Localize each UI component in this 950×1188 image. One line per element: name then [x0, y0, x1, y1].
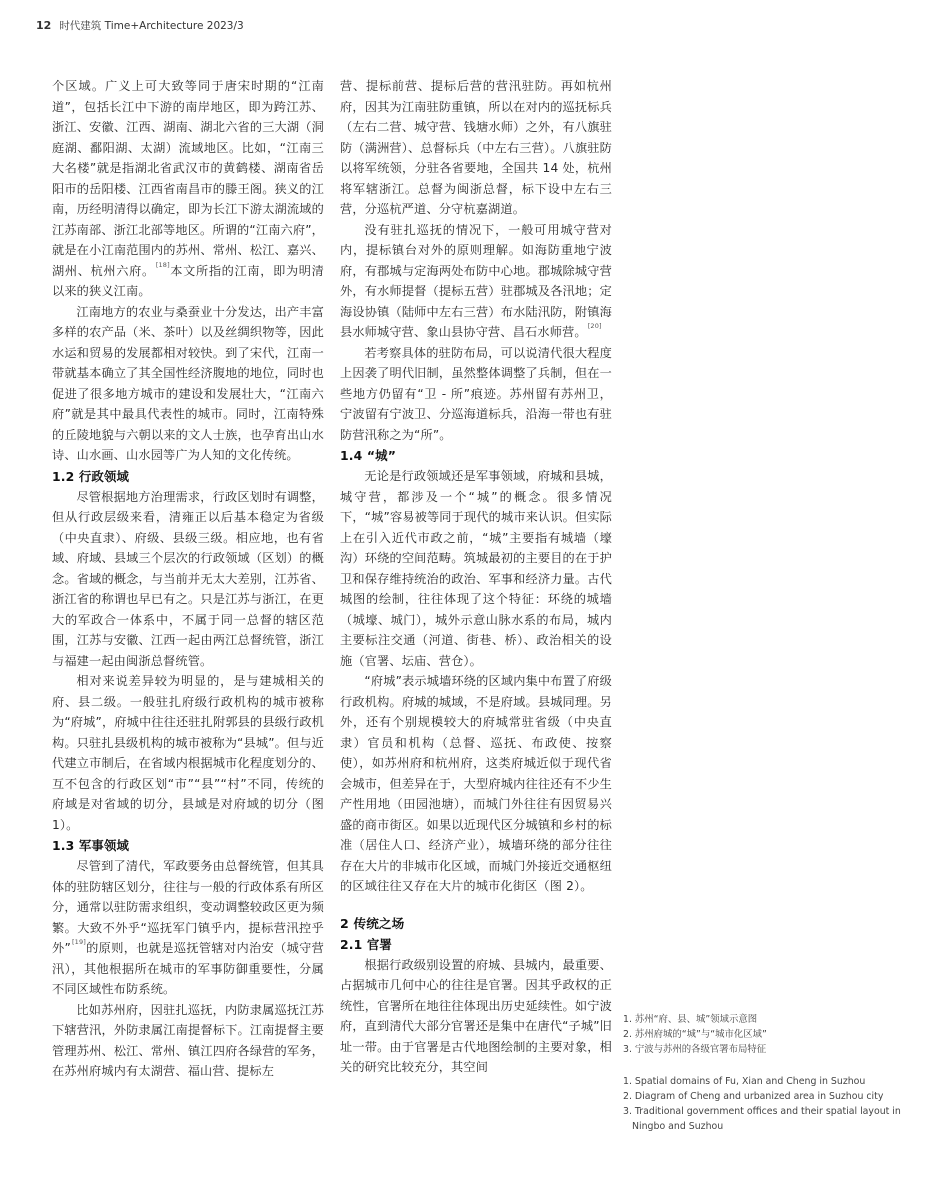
paragraph: 比如苏州府，因驻扎巡抚，内防隶属巡抚江苏下辖营汛，外防隶属江南提督标下。江南提督主要管理苏州、松江、常州、镇江四府各绿营的军务，在苏州府城内有太湖营、福山营、提标左: [52, 1002, 324, 1078]
chapter-heading: 2 传统之场: [340, 915, 405, 931]
page-number: 12: [36, 19, 52, 32]
section-heading: 2.1 官署: [340, 936, 392, 952]
reference-marker: [19]: [72, 938, 86, 946]
paragraph: 根据行政级别设置的府城、县城内，最重要、占据城市几何中心的往往是官署。因其乎政权的正统性，官署所在地往往体现出历史延续性。如宁波府，直到清代大部分官署还是集中在唐代“子城”旧址一带。由于官署是古代地图绘制的主要对象，相关的研究比较充分，其空间: [340, 957, 613, 1074]
paragraph: 若考察具体的驻防布局，可以说清代很大程度上因袭了明代旧制，虽然整体调整了兵制，但在一些地方仍留有“卫 - 所”痕迹。苏州留有苏州卫，宁波留有宁波卫、分巡海道标兵，沿海一带也有驻防营汛称之为“所”。: [340, 345, 612, 442]
paragraph: “府城”表示城墙环绕的区域内集中布置了府级行政机构。府城的城域，不是府域。县城同理。另外，还有个别规模较大的府城常驻省级（中央直隶）官员和机构（总督、巡抚、布政使、按察使），如苏州府和杭州府，这类府城近似于现代省会城市，但差异在于，大型府城内往往还有不少生产性用地（田园池塘），而城门外往往有因贸易兴盛的商市街区。如果以近现代区分城镇和乡村的标准（居住人口、经济产业），城墙环绕的部分往往存在大片的非城市化区域，而城门外接近交通枢纽的区域往往又存在大片的城市化街区（图 2）。: [340, 674, 612, 893]
captions-chinese: [623, 1012, 923, 1058]
reference-marker: [20]: [587, 322, 602, 330]
paragraph: 尽管到了清代，军政要务由总督统管，但其具体的驻防辖区划分，往往与一般的行政体系有所区分，通常以驻防需求组织，变动调整较政区更为频繁。大致不外乎“巡抚军门镇乎内，提标营汛控乎外”[19]的原则，也就是巡抚管辖对内治安（城守营汛），其他根据所在城市的军事防御重要性，分属不同区域性布防系统。: [52, 859, 324, 996]
paragraph: 没有驻扎巡抚的情况下，一般可用城守营对内，提标镇台对外的原则理解。如海防重地宁波府，有郡城与定海两处布防中心地。郡城除城守营外，有水师提督（提标五营）驻郡城及各汛地；定海设协镇（陆师中左右三营）布水陆汛防，附镇海县水师城守营、象山县协守营、昌石水师营。[20]: [340, 222, 612, 339]
caption-cn: 3. 宁波与苏州的各级官署布局特征: [623, 1044, 767, 1056]
paragraph: 江南地方的农业与桑蚕业十分发达，出产丰富多样的农产品（米、茶叶）以及丝绸织物等，因此水运和贸易的发展都相对较快。到了宋代，江南一带就基本确立了其全国性经济腹地的地位，同时也促进了很多地方城市的建设和发展壮大，“江南六府”就是其中最具代表性的城市。同时，江南特殊的丘陵地貌与六朝以来的文人士族，也孕育出山水诗、山水画、山水园等广为人知的文化传统。: [52, 304, 324, 462]
paragraph: 尽管根据地方治理需求，行政区划时有调整，但从行政层级来看，清雍正以后基本稳定为省级（中央直隶）、府级、县级三级。相应地，也有省域、府域、县域三个层次的行政领域（区划）的概念。省域的概念，与当前并无太大差别，江苏省、浙江省的称谓也早已有之。只是江苏与浙江，在更大的军政合一体系中，不属于同一总督的辖区范围，江苏与安徽、江西一起由两江总督统管，浙江与福建一起由闽浙总督统管。: [52, 489, 324, 668]
caption-cn: 1. 苏州“府、县、城”领域示意图: [623, 1014, 758, 1025]
caption-cn: 2. 苏州府城的“城”与“城市化区域”: [623, 1029, 767, 1041]
section-heading: 1.4 “城”: [340, 448, 396, 463]
text-column-middle: [340, 76, 612, 1078]
caption-en: 1. Spatial domains of Fu, Xian and Cheng in Suzhou: [623, 1075, 866, 1087]
text-column-left: [52, 76, 324, 1082]
paragraph: 营、提标前营、提标后营的营汛驻防。再如杭州府，因其为江南驻防重镇，所以在对内的巡抚标兵（左右二营、城守营、钱塘水师）之外，有八旗驻防（满洲营）、总督标兵（中左右三营）。八旗驻防以将军统领，分驻各省要地，全国共 14 处，杭州将军辖浙江。总督为闽浙总督，标下设中左右三营，分巡杭严道、分守杭嘉湖道。: [340, 79, 612, 216]
captions-english: [623, 1074, 923, 1135]
section-heading: 1.2 行政领域: [52, 468, 130, 484]
caption-en: 2. Diagram of Cheng and urbanized area in Suzhou city: [623, 1090, 884, 1102]
section-heading: 1.3 军事领域: [52, 838, 130, 853]
journal-title: 时代建筑 Time+Architecture 2023/3: [59, 20, 244, 32]
paragraph: 无论是行政领域还是军事领域，府城和县城，城守营，都涉及一个“城”的概念。很多情况下，“城”容易被等同于现代的城市来认识。但实际上在引入近代市政之前，“城”主要指有城墙（壕沟）环绕的空间范畴。筑城最初的主要目的在于护卫和保存维持统治的政治、军事和经济力量。古代城图的绘制，往往体现了这个特征：环绕的城墙（城壕、城门），城外示意山脉水系的布局，城内主要标注交通（河道、街巷、桥）、政治相关的设施（官署、坛庙、营仓）。: [340, 469, 613, 668]
paragraph: 相对来说差异较为明显的，是与建城相关的府、县二级。一般驻扎府级行政机构的城市被称为“府城”，府城中往往还驻扎附郭县的县级行政机构。只驻扎县级机构的城市被称为“县城”。但与近代建立市制后，在省域内根据城市化程度划分的、互不包含的行政区划“市”“县”“村”不同，传统的府域是对省域的切分，县域是对府域的切分（图 1）。: [52, 674, 325, 832]
running-header: [36, 18, 244, 33]
paragraph: 个区域。广义上可大致等同于唐宋时期的“江南道”，包括长江中下游的南岸地区，即为跨江苏、浙江、安徽、江西、湖南、湖北六省的三大湖（洞庭湖、鄱阳湖、太湖）流域地区。比如，“江南三大名楼”就是指湖北省武汉市的黄鹤楼、湖南省岳阳市的岳阳楼、江西省南昌市的滕王阁。狭义的江南，历经明清得以确定，即为长江下游太湖流域的江苏南部、浙江北部等地区。所谓的“江南六府”，就是在小江南范围内的苏州、常州、松江、嘉兴、湖州、杭州六府。[18]本文所指的江南，即为明清以来的狭义江南。: [52, 79, 325, 298]
reference-marker: [18]: [155, 260, 170, 269]
figure-captions: [623, 1012, 923, 1134]
caption-en: 3. Traditional government offices and their spatial layout in Ningbo and Suzhou: [623, 1106, 901, 1133]
